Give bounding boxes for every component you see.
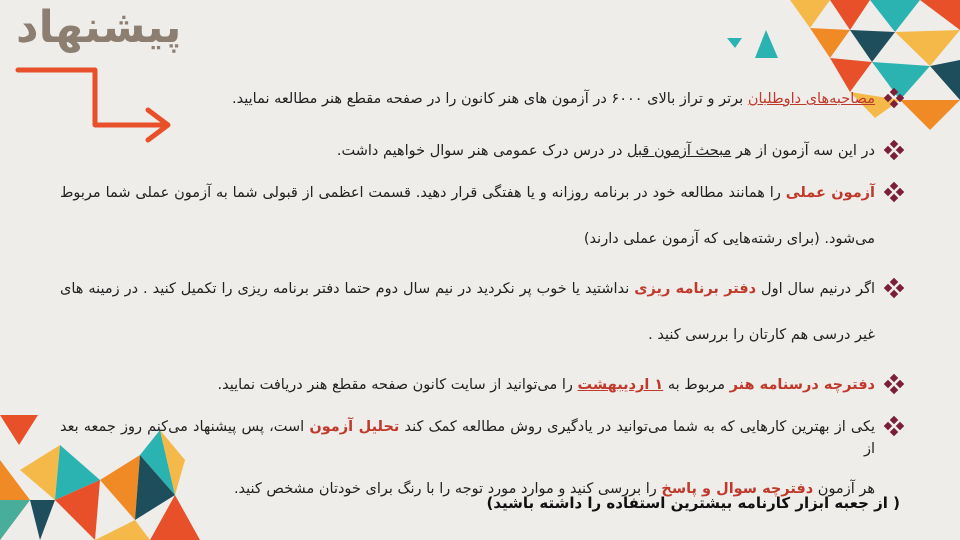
footer-note: ( از جعبه ابزار کارنامه بیشترین استفاده را داشته باشید)	[486, 494, 900, 512]
diamond-cluster-icon	[883, 416, 905, 438]
exam-analysis-label: تحلیل آزمون	[309, 419, 400, 435]
practical-exam-label: آزمون عملی	[785, 185, 875, 201]
diamond-cluster-icon	[883, 182, 905, 204]
list-item	[60, 278, 905, 374]
suggestion-list	[60, 88, 905, 496]
item-text: را همانند مطالعه خود در برنامه روزانه و یا هفتگی قرار دهید. قسمت اعظمی از قبولی شما به آزمون عملی شما مربوط	[60, 185, 786, 201]
item-text: در درس درک عمومی هنر سوال خواهیم داشت.	[336, 143, 628, 159]
item-text: مربوط به	[663, 377, 730, 393]
list-item	[60, 416, 905, 496]
diamond-cluster-icon	[883, 374, 905, 396]
diamond-cluster-icon	[883, 140, 905, 162]
item-text: هر آزمون	[813, 481, 875, 497]
item-text: را بررسی کنید و موارد مورد توجه را با رنگ برای خودتان مشخص کنید.	[233, 481, 662, 497]
item-text: برتر و تراز بالای ۶۰۰۰ در آزمون های هنر کانون را در صفحه مقطع هنر مطالعه نمایید.	[232, 91, 748, 107]
item-text: یکی از بهترین کارهایی که به شما می‌توانید در یادگیری روش مطالعه کمک کند	[399, 419, 875, 435]
question-answer-booklet-label: دفترچه سوال و پاسخ	[661, 481, 814, 497]
list-item	[60, 374, 905, 416]
item-text: نداشتید یا خوب پر نکردید در نیم سال دوم حتما دفتر برنامه ریزی را تکمیل کنید . در زمینه های	[60, 281, 635, 297]
list-item	[60, 140, 905, 182]
item-text: غیر درسی هم کارتان را بررسی کنید .	[648, 327, 875, 343]
previous-exam-topic-link[interactable]: مبحث آزمون قبل	[627, 143, 732, 159]
item-text: اگر درنیم سال اول	[756, 281, 876, 297]
list-item	[60, 88, 905, 140]
diamond-cluster-icon	[883, 278, 905, 300]
list-item	[60, 182, 905, 278]
planning-notebook-label: دفتر برنامه ریزی	[634, 281, 757, 297]
item-text: است، پس پیشنهاد می‌کنم روز جمعه بعد از	[60, 419, 875, 457]
item-text: می‌شود. (برای رشته‌هایی که آزمون عملی دارند)	[583, 231, 875, 247]
applicant-interviews-link[interactable]: مصاحبه‌های داوطلبان	[747, 91, 875, 107]
item-text: در این سه آزمون از هر	[731, 143, 875, 159]
art-booklet-label: دفترچه درسنامه هنر	[729, 377, 875, 393]
item-text: را می‌توانید از سایت کانون صفحه مقطع هنر دریافت نمایید.	[217, 377, 578, 393]
diamond-cluster-icon	[883, 88, 905, 110]
slide-title: پیشنهاد	[16, 2, 182, 53]
ordibehesht-link[interactable]: ۱ اردیبهشت	[577, 377, 664, 393]
